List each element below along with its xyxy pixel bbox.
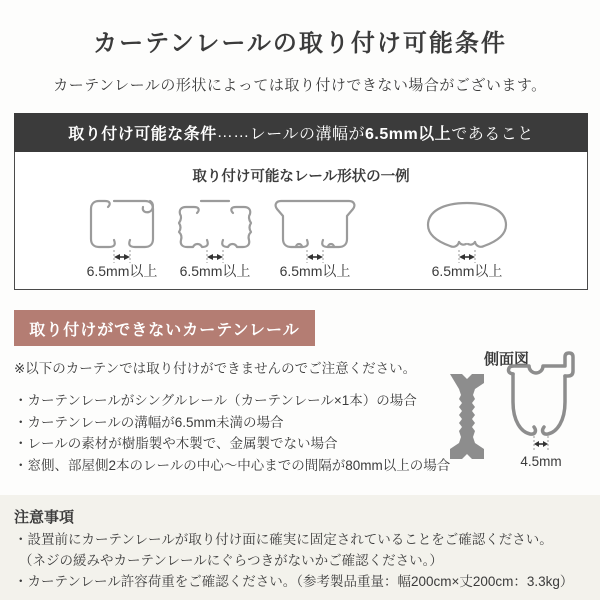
- rail-4-groove-dimension: 6.5mm以上: [431, 263, 503, 279]
- rail-3-groove-dimension: 6.5mm以上: [279, 263, 351, 279]
- page-title: カーテンレールの取り付け可能条件: [93, 30, 507, 57]
- side-view-groove-dimension: 4.5mm: [520, 454, 562, 469]
- side-view-title: 側面図: [484, 351, 530, 368]
- rail-2-groove-dimension: 6.5mm以上: [179, 263, 251, 279]
- rail-side-view-icon: [503, 350, 588, 452]
- condition-banner-value: 6.5mm以上: [364, 126, 452, 143]
- not-installable-list: [14, 390, 450, 477]
- rail-example-4: [407, 197, 527, 281]
- notes-list: [14, 530, 573, 592]
- rail-1-groove-dimension: 6.5mm以上: [86, 263, 158, 279]
- rail-cross-section-3-icon: [255, 197, 375, 263]
- not-installable-banner: 取り付けができないカーテンレール: [14, 310, 315, 346]
- condition-banner: [14, 113, 588, 152]
- runner-side-view-icon: [448, 371, 486, 463]
- rail-cross-section-4-icon: [407, 197, 527, 263]
- notes-title: 注意事項: [14, 509, 75, 526]
- list-item: ・設置前にカーテンレールが取り付け面に確実に固定されていることをご確認ください。: [14, 532, 553, 547]
- condition-banner-lead: 取り付け可能な条件: [68, 126, 217, 143]
- list-item: ・窓側、部屋側2本のレールの中心〜中心までの間隔が80mm以上の場合: [14, 458, 451, 474]
- rail-example-3: [255, 197, 375, 281]
- not-installable-note: ※以下のカーテンでは取り付けができませんのでご注意ください。: [14, 361, 417, 376]
- condition-banner-dots: ……: [216, 123, 250, 141]
- rail-examples-title: 取り付け可能なレール形状の一例: [192, 169, 410, 185]
- list-item: ・カーテンレール許容荷重をご確認ください。（参考製品重量：幅200cm×丈200cm：3.3kg）: [14, 573, 574, 589]
- condition-banner-mid: レールの溝幅が: [249, 126, 365, 143]
- condition-banner-tail: であること: [451, 126, 534, 143]
- list-item: ・カーテンレールの溝幅が6.5mm未満の場合: [14, 414, 284, 430]
- page-subtitle: カーテンレールの形状によっては取り付けできない場合がございます。: [53, 77, 547, 94]
- list-item: ・レールの素材が樹脂製や木製で、金属製でない場合: [14, 436, 338, 452]
- list-item: （ネジの緩みやカーテンレールにぐらつきがないかご確認ください。）: [19, 552, 443, 568]
- list-item: ・カーテンレールがシングルレール（カーテンレール×1本）の場合: [14, 393, 417, 408]
